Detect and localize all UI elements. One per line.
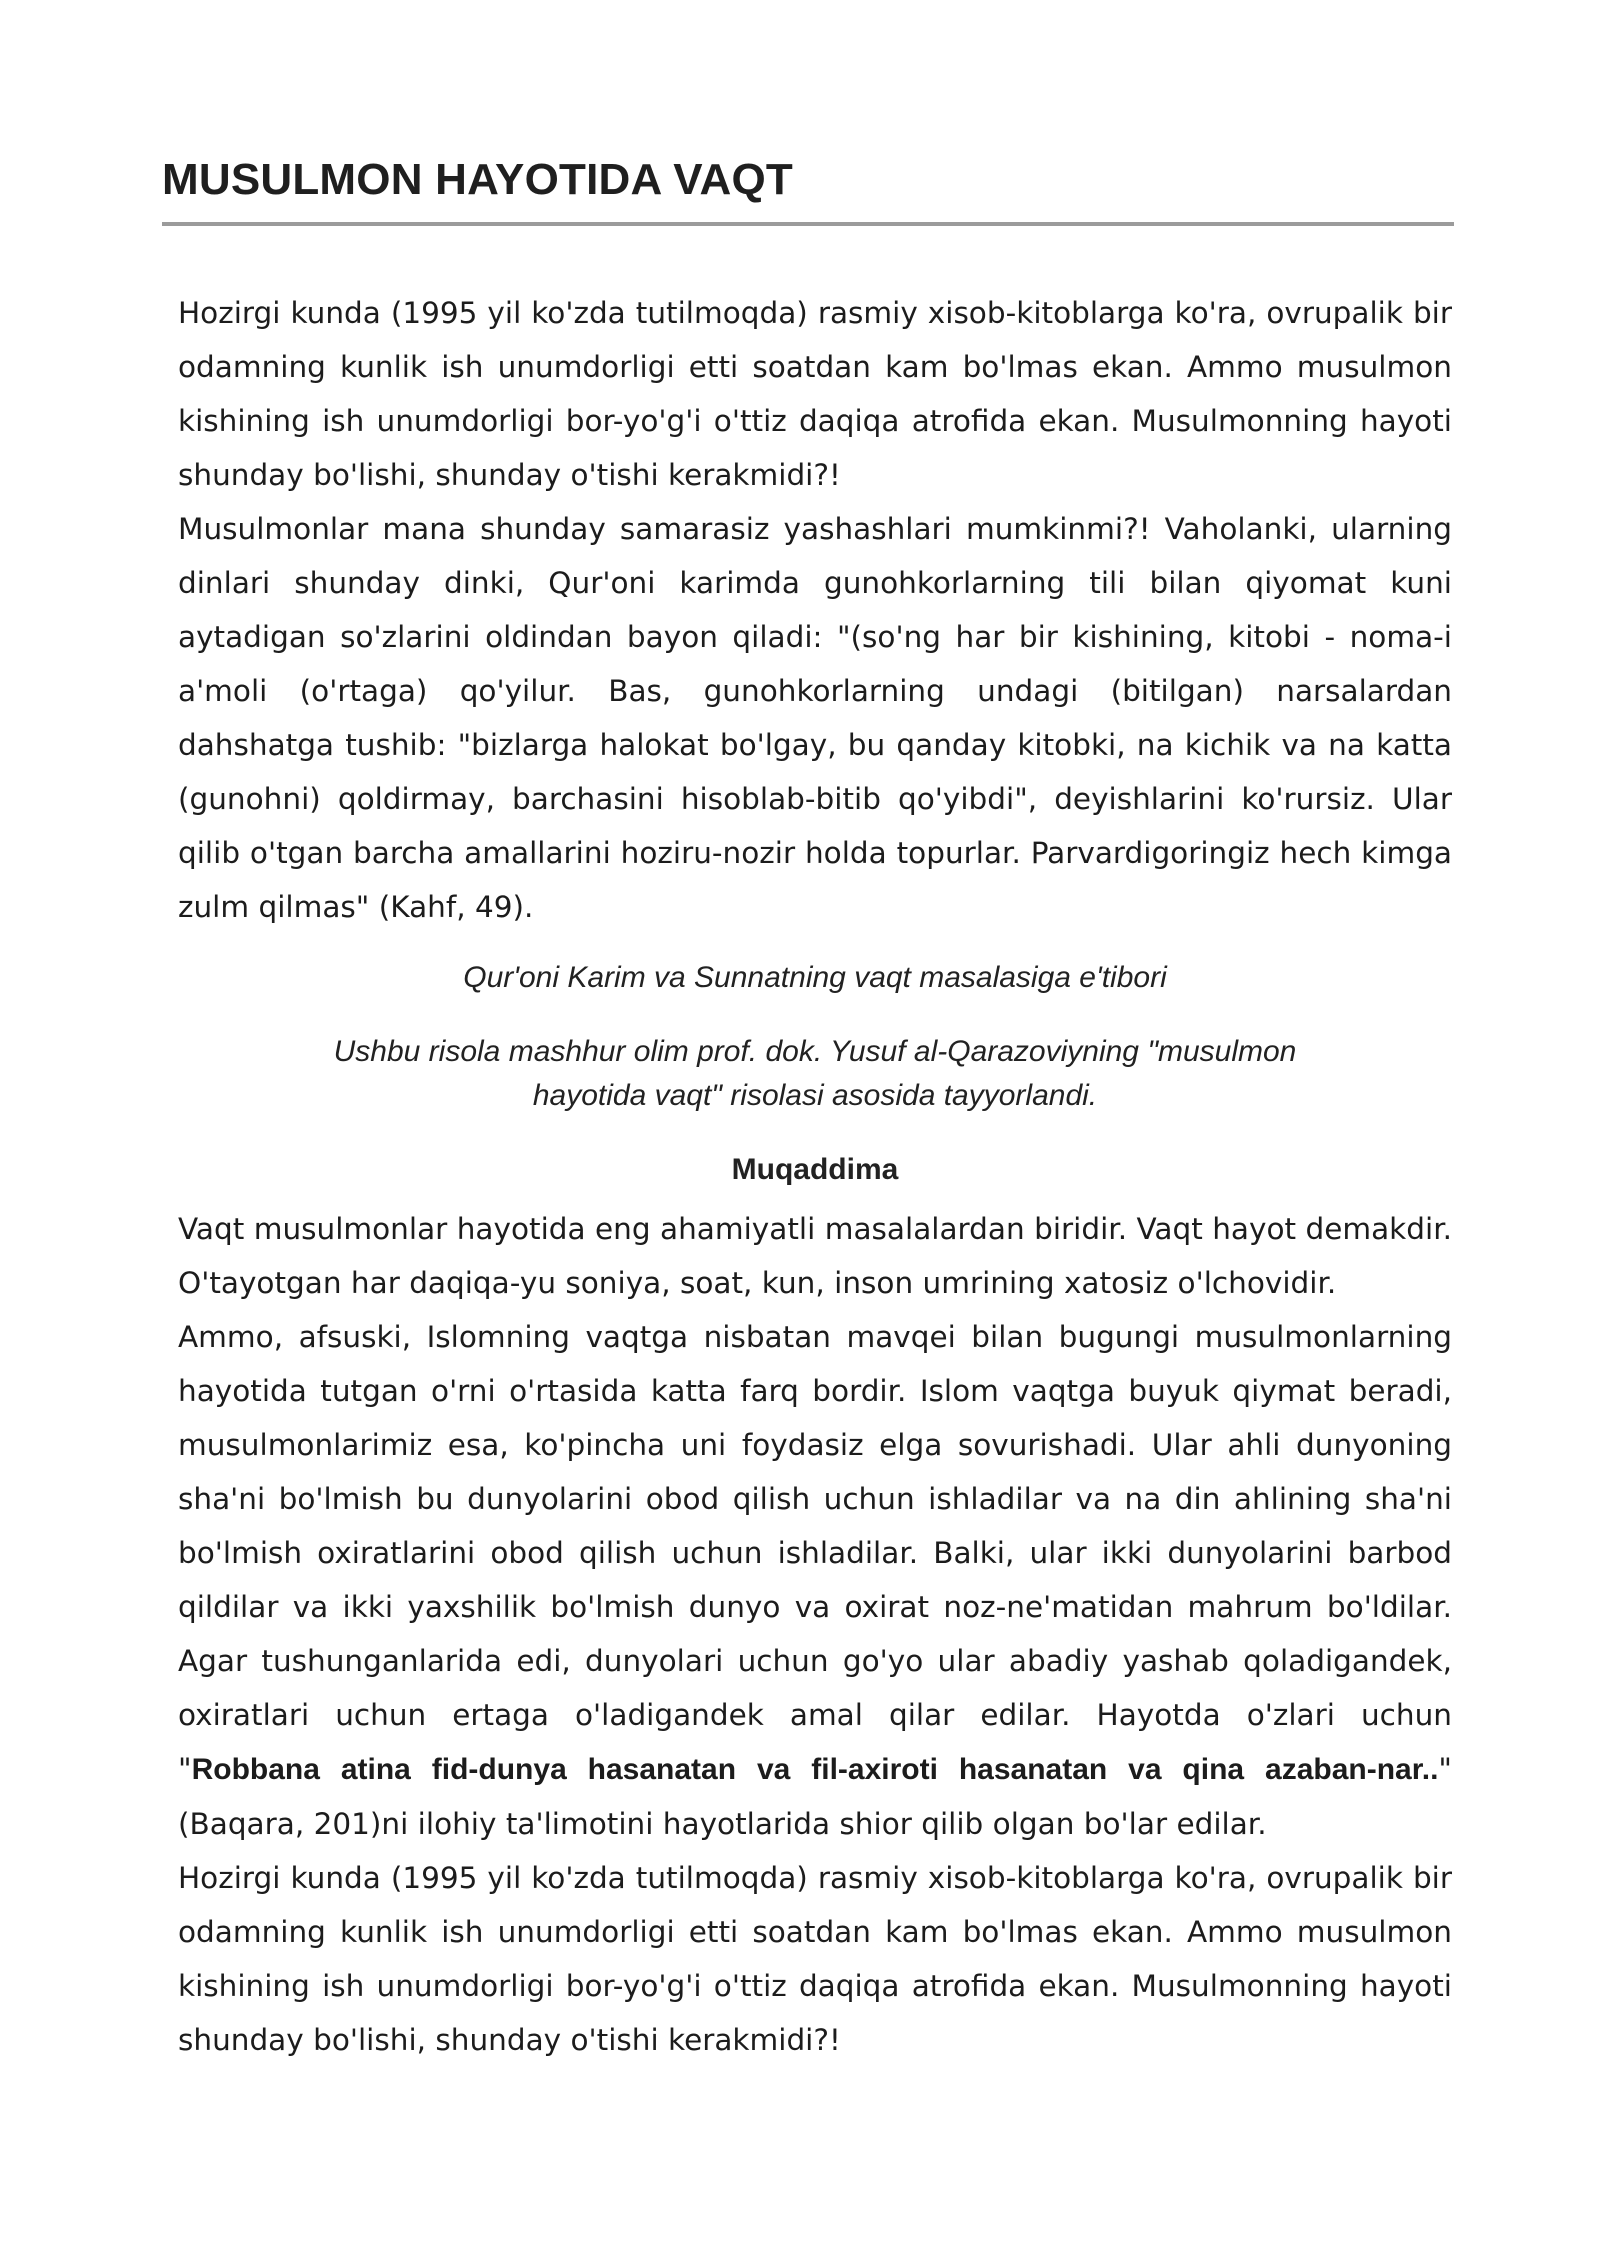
section-heading: Muqaddima [731,1153,899,1186]
body-paragraph-2-text-after: "(Baqara, 201)ni ilohiy ta'limotini hayotlarida shior qilib olgan bo'lar edilar. [178,1752,1452,1841]
intro-paragraph-2: Musulmonlar mana shunday samarasiz yashashlari mumkinmi?! Vaholanki, ularning dinlari shunday dinki, Qur'oni karimda gunohkorlarning tili bilan qiyomat kuni aytadigan so'zlarini oldindan bayon qiladi: "(so'ng har bir kishining, kitobi - noma-i a'moli (o'rtaga) qo'yilur. Bas, gunohkorlarning undagi (bitilgan) narsalardan dahshatga tushib: "bizlarga halokat bo'lgay, bu qanday kitobki, na kichik va na katta (gunohni) qoldirmay, barchasini hisoblab-bitib qo'yibdi", deyishlarini ko'rursiz. Ular qilib o'tgan barcha amallarini hoziru-nozir holda topurlar. Parvardigoringiz hech kimga zulm qilmas" (Kahf, 49). [178,512,1452,924]
intro-paragraph-1: Hozirgi kunda (1995 yil ko'zda tutilmoqda) rasmiy xisob-kitoblarga ko'ra, ovrupalik bir odamning kunlik ish unumdorligi etti soatdan kam bo'lmas ekan. Ammo musulmon kishining ish unumdorligi bor-yo'g'i o'ttiz daqiqa atrofida ekan. Musulmonning hayoti shunday bo'lishi, shunday o'tishi kerakmidi?! [178,296,1452,492]
title-divider [162,222,1454,226]
body-paragraph-3: Hozirgi kunda (1995 yil ko'zda tutilmoqda) rasmiy xisob-kitoblarga ko'ra, ovrupalik bir odamning kunlik ish unumdorligi etti soatdan kam bo'lmas ekan. Ammo musulmon kishining ish unumdorligi bor-yo'g'i o'ttiz daqiqa atrofida ekan. Musulmonning hayoti shunday bo'lishi, shunday o'tishi kerakmidi?! [178,1861,1452,2057]
body-paragraph-2-text-before: Ammo, afsuski, Islomning vaqtga nisbatan mavqei bilan bugungi musulmonlarning hayotida tutgan o'rni o'rtasida katta farq bordir. Islom vaqtga buyuk qiymat beradi, musulmonlarimiz esa, ko'pincha uni foydasiz elga sovurishadi. Ular ahli dunyoning sha'ni bo'lmish bu dunyolarini obod qilish uchun ishladilar va na din ahlining sha'ni bo'lmish oxiratlarini obod qilish uchun ishladilar. Balki, ular ikki dunyolarini barbod qildilar va ikki yaxshilik bo'lmish dunyo va oxirat noz-ne'matidan mahrum bo'ldilar. Agar tushunganlarida edi, dunyolari uchun go'yo ular abadiy yashab qoladigandek, oxiratlari uchun ertaga o'ladigandek amal qilar edilar. Hayotda o'zlari uchun " [178,1320,1452,1786]
body-paragraph-1: Vaqt musulmonlar hayotida eng ahamiyatli masalalardan biridir. Vaqt hayot demakdir. O'tayotgan har daqiqa-yu soniya, soat, kun, inson umrining xatosiz o'lchovidir. [178,1212,1452,1300]
subtitle: Qur'oni Karim va Sunnatning vaqt masalasiga e'tibori [463,961,1167,994]
source-note: Ushbu risola mashhur olim prof. dok. Yusuf al-Qarazoviyning "musulmon hayotida vaqt" risolasi asosida tayyorlandi. [333,1035,1297,1112]
document-body [178,286,1452,2067]
body-paragraph-2 [178,1310,1452,1851]
document-title: MUSULMON HAYOTIDA VAQT [162,155,793,204]
quran-quote-bold: Robbana atina fid-dunya hasanatan va fil-axiroti hasanatan va qina azaban-nar.. [191,1753,1439,1786]
